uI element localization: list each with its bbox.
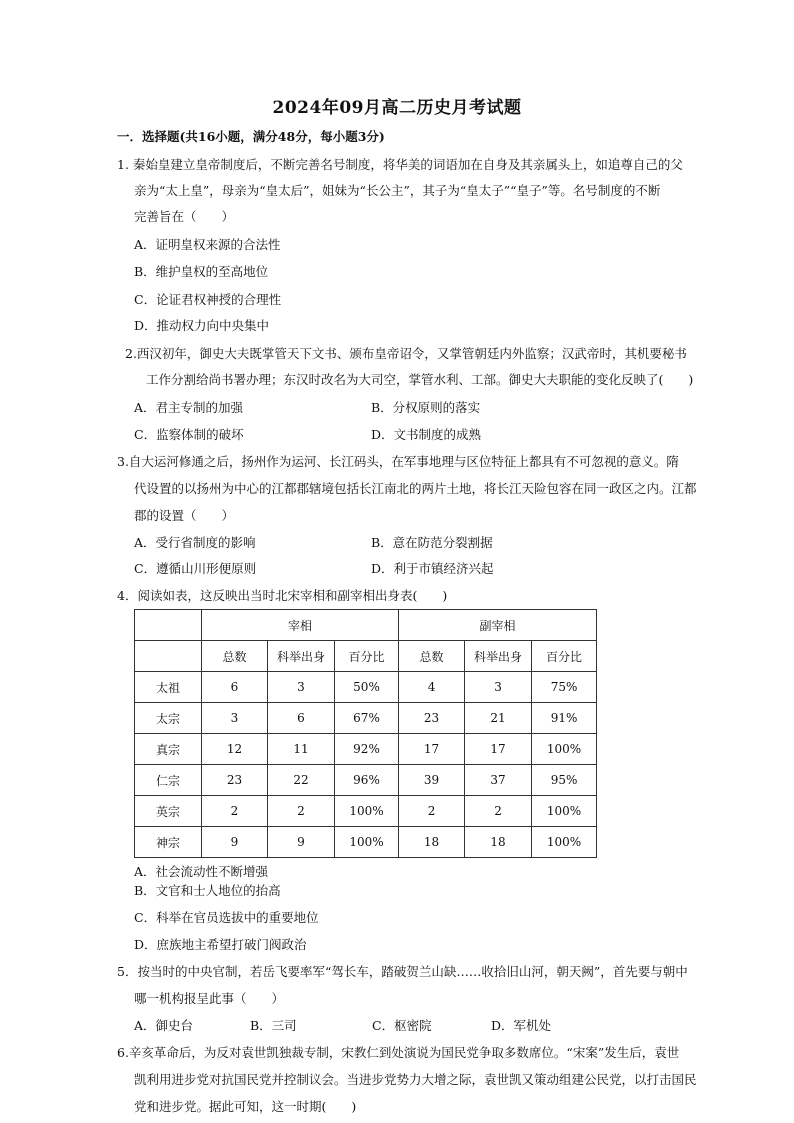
table-cell: 2 xyxy=(268,796,335,827)
q4-option-d: D．庶族地主希望打破门阀政治 xyxy=(134,937,307,952)
q6-stem-line-2: 凯利用进步党对抗国民党并控制议会。当进步党势力大增之际，袁世凯又策动组建公民党，以打击国民 xyxy=(134,1072,697,1087)
q6-stem-line-1: 6.辛亥革命后，为反对袁世凯独裁专制，宋教仁到处演说为国民党争取多数席位。“宋案”发生后，袁世 xyxy=(117,1045,680,1060)
table-cell: 9 xyxy=(268,827,335,858)
q4-option-a: A．社会流动性不断增强 xyxy=(134,864,269,879)
q1-option-c: C．论证君权神授的合理性 xyxy=(134,292,282,307)
table-cell: 75% xyxy=(532,672,597,703)
table-row xyxy=(135,734,597,765)
q2-stem-line-1: 2.西汉初年，御史大夫既掌管天下文书、颁布皇帝诏令，又掌管朝廷内外监察；汉武帝时，其机要秘书 xyxy=(125,346,687,361)
table-cell: 92% xyxy=(335,734,399,765)
table-cell: 100% xyxy=(335,796,399,827)
q5-option-c: C．枢密院 xyxy=(372,1018,432,1033)
q2-stem-line-2: 工作分割给尚书署办理；东汉时改名为大司空，掌管水利、工部。御史大夫职能的变化反映了( ) xyxy=(146,372,694,387)
q2-option-c: C．监察体制的破坏 xyxy=(134,427,244,442)
q3-option-b: B．意在防范分裂割据 xyxy=(371,535,493,550)
table-cell: 17 xyxy=(465,734,532,765)
q5-stem-line-2: 哪一机构报呈此事（ ） xyxy=(134,991,285,1006)
table-row xyxy=(135,796,597,827)
q2-option-d: D．文书制度的成熟 xyxy=(371,427,482,442)
table-cell: 英宗 xyxy=(135,796,202,827)
q2-option-b: B．分权原则的落实 xyxy=(371,400,481,415)
table-cell: 4 xyxy=(399,672,465,703)
table-cell: 2 xyxy=(465,796,532,827)
q3-stem-line-3: 郡的设置（ ） xyxy=(134,508,235,523)
q1-stem-line-3: 完善旨在（ ） xyxy=(134,209,235,224)
section-heading: 一．选择题(共16小题，满分48分，每小题3分) xyxy=(117,129,385,144)
q6-stem-line-3: 党和进步党。据此可知，这一时期( ) xyxy=(134,1099,357,1114)
table-cell: 6 xyxy=(202,672,268,703)
subheader-cell: 科举出身 xyxy=(268,641,335,672)
q1-stem-line-2: 亲为“太上皇”，母亲为“皇太后”，姐妹为“长公主”，其子为“皇太子”“皇子”等。名号制度的不断 xyxy=(134,183,661,198)
table-row xyxy=(135,765,597,796)
table-cell: 太祖 xyxy=(135,672,202,703)
header-zaixiang: 宰相 xyxy=(202,610,399,641)
table-cell: 100% xyxy=(335,827,399,858)
q1-option-d: D．推动权力向中央集中 xyxy=(134,318,270,333)
q3-option-d: D．利于市镇经济兴起 xyxy=(371,561,494,576)
q3-option-c: C．遵循山川形便原则 xyxy=(134,561,257,576)
table-row xyxy=(135,672,597,703)
q5-option-d: D．军机处 xyxy=(491,1018,552,1033)
table-cell: 18 xyxy=(399,827,465,858)
table-cell: 11 xyxy=(268,734,335,765)
table-cell: 3 xyxy=(465,672,532,703)
subheader-cell: 科举出身 xyxy=(465,641,532,672)
table-cell: 22 xyxy=(268,765,335,796)
table-cell: 神宗 xyxy=(135,827,202,858)
table-cell: 21 xyxy=(465,703,532,734)
table-cell: 6 xyxy=(268,703,335,734)
table-cell: 3 xyxy=(202,703,268,734)
table-cell: 3 xyxy=(268,672,335,703)
q5-option-a: A．御史台 xyxy=(134,1018,194,1033)
table-cell: 95% xyxy=(532,765,597,796)
table-cell: 23 xyxy=(399,703,465,734)
q1-stem-line-1: 1. 秦始皇建立皇帝制度后，不断完善名号制度，将华美的词语加在自身及其亲属头上，如追尊自己的父 xyxy=(117,157,683,172)
table-cell: 12 xyxy=(202,734,268,765)
table-cell: 50% xyxy=(335,672,399,703)
table-header-row xyxy=(135,610,597,641)
table-cell: 太宗 xyxy=(135,703,202,734)
q3-stem-line-1: 3.自大运河修通之后，扬州作为运河、长江码头，在军事地理与区位特征上都具有不可忽视的意义。隋 xyxy=(117,454,679,469)
q5-stem-line-1: 5．按当时的中央官制，若岳飞要率军“驾长车，踏破贺兰山缺……收拾旧山河，朝天阙”，首先要与朝中 xyxy=(117,964,688,979)
table-cell: 2 xyxy=(399,796,465,827)
table-cell: 96% xyxy=(335,765,399,796)
officials-table xyxy=(134,609,597,858)
table-cell: 39 xyxy=(399,765,465,796)
table-cell: 37 xyxy=(465,765,532,796)
table-cell: 仁宗 xyxy=(135,765,202,796)
subheader-cell: 总数 xyxy=(202,641,268,672)
table-subheader-row xyxy=(135,641,597,672)
q1-option-a: A．证明皇权来源的合法性 xyxy=(134,237,281,252)
table-cell: 真宗 xyxy=(135,734,202,765)
table-empty-cell xyxy=(135,641,202,672)
table-cell: 100% xyxy=(532,796,597,827)
subheader-cell: 总数 xyxy=(399,641,465,672)
table-cell: 100% xyxy=(532,734,597,765)
table-cell: 23 xyxy=(202,765,268,796)
table-cell: 9 xyxy=(202,827,268,858)
q5-option-b: B．三司 xyxy=(250,1018,297,1033)
subheader-cell: 百分比 xyxy=(532,641,597,672)
table-row xyxy=(135,703,597,734)
table-cell: 18 xyxy=(465,827,532,858)
exam-title: 2024年09月高二历史月考试题 xyxy=(272,98,522,118)
q3-stem-line-2: 代设置的以扬州为中心的江都郡辖境包括长江南北的两片土地，将长江天险包容在同一政区之内。江都 xyxy=(134,481,697,496)
q3-option-a: A．受行省制度的影响 xyxy=(134,535,256,550)
q4-option-c: C．科举在官员选拔中的重要地位 xyxy=(134,910,319,925)
q4-option-b: B．文官和士人地位的抬高 xyxy=(134,883,281,898)
q4-stem: 4．阅读如表，这反映出当时北宋宰相和副宰相出身表( ) xyxy=(117,588,448,603)
table-cell: 91% xyxy=(532,703,597,734)
q1-option-b: B．维护皇权的至高地位 xyxy=(134,264,269,279)
table-cell: 17 xyxy=(399,734,465,765)
table-row xyxy=(135,827,597,858)
q2-option-a: A．君主专制的加强 xyxy=(134,400,244,415)
table-cell: 100% xyxy=(532,827,597,858)
header-fuzaixiang: 副宰相 xyxy=(399,610,597,641)
subheader-cell: 百分比 xyxy=(335,641,399,672)
table-cell: 67% xyxy=(335,703,399,734)
table-corner-cell xyxy=(135,610,202,641)
table-cell: 2 xyxy=(202,796,268,827)
